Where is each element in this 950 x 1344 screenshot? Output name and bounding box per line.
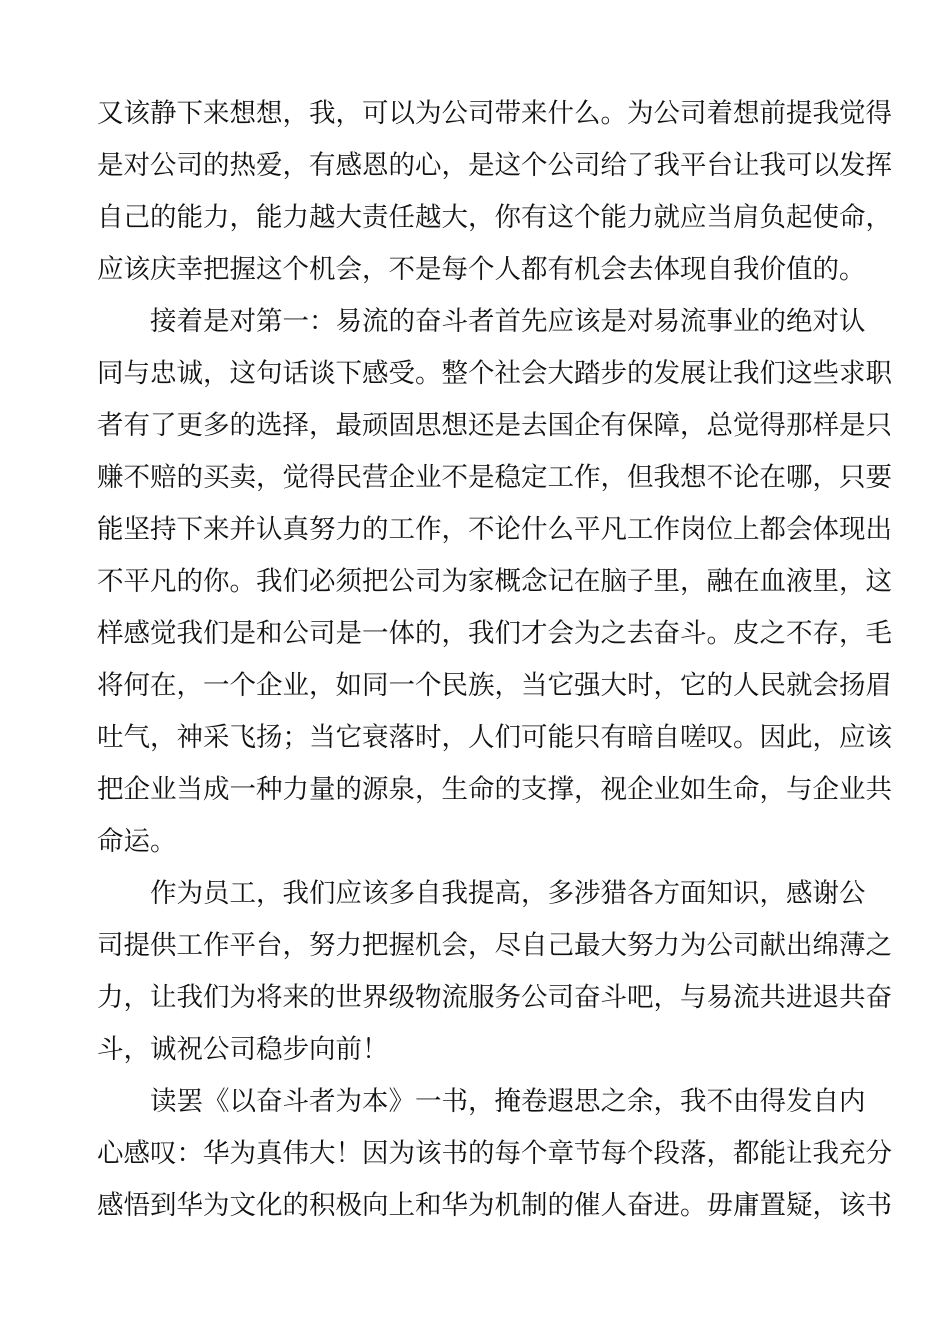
text-line: 不平凡的你。我们必须把公司为家概念记在脑子里，融在血液里，这: [97, 566, 892, 597]
text-line: 自己的能力，能力越大责任越大，你有这个能力就应当肩负起使命，: [97, 202, 892, 233]
paragraph-first-line: 接着是对第一：易流的奋斗者首先应该是对易流事业的绝对认: [150, 306, 866, 337]
text-line: 样感觉我们是和公司是一体的，我们才会为之去奋斗。皮之不存，毛: [97, 618, 892, 649]
text-line: 赚不赔的买卖，觉得民营企业不是稳定工作，但我想不论在哪，只要: [97, 462, 892, 493]
paragraph-first-line: 读罢《以奋斗者为本》一书，掩卷遐思之余，我不由得发自内: [150, 1086, 866, 1117]
text-line: 把企业当成一种力量的源泉，生命的支撑，视企业如生命，与企业共: [97, 774, 892, 805]
text-line: 同与忠诚，这句话谈下感受。整个社会大踏步的发展让我们这些求职: [97, 358, 892, 389]
text-line: 能坚持下来并认真努力的工作，不论什么平凡工作岗位上都会体现出: [97, 514, 892, 545]
text-line: 力，让我们为将来的世界级物流服务公司奋斗吧，与易流共进退共奋: [97, 982, 892, 1013]
text-line: 又该静下来想想，我，可以为公司带来什么。为公司着想前提我觉得: [97, 98, 892, 129]
text-line: 是对公司的热爱，有感恩的心，是这个公司给了我平台让我可以发挥: [97, 150, 892, 181]
text-line: 心感叹：华为真伟大！因为该书的每个章节每个段落，都能让我充分: [97, 1138, 892, 1169]
text-line: 将何在，一个企业，如同一个民族，当它强大时，它的人民就会扬眉: [97, 670, 892, 701]
text-line: 司提供工作平台，努力把握机会，尽自己最大努力为公司献出绵薄之: [97, 930, 892, 961]
text-line: 命运。: [97, 826, 177, 857]
text-line: 感悟到华为文化的积极向上和华为机制的催人奋进。毋庸置疑，该书: [97, 1190, 892, 1221]
text-line: 吐气，神采飞扬；当它衰落时，人们可能只有暗自嗟叹。因此，应该: [97, 722, 892, 753]
text-line: 斗，诚祝公司稳步向前！: [97, 1034, 389, 1065]
paragraph-first-line: 作为员工，我们应该多自我提高，多涉猎各方面知识，感谢公: [150, 878, 866, 909]
text-line: 者有了更多的选择，最顽固思想还是去国企有保障，总觉得那样是只: [97, 410, 892, 441]
text-line: 应该庆幸把握这个机会，不是每个人都有机会去体现自我价值的。: [97, 254, 866, 285]
